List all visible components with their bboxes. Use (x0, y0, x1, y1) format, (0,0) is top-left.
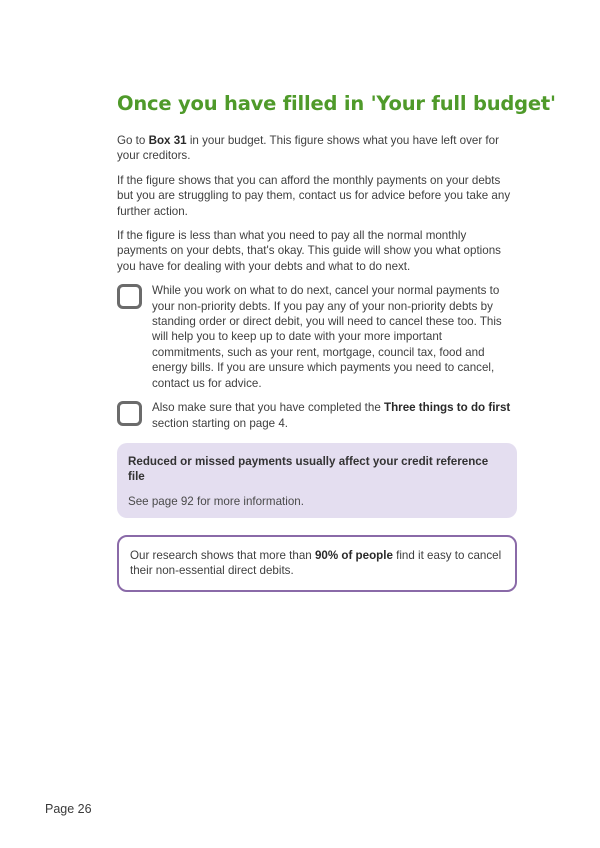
box-31-emphasis: Box 31 (148, 134, 187, 147)
paragraph-box-31 (117, 133, 517, 164)
info-box-text: See page 92 for more information. (128, 494, 304, 508)
checkbox-icon[interactable] (117, 401, 142, 426)
paragraph-text: Go to (117, 134, 149, 147)
page-title: Once you have filled in 'Your full budget' (117, 92, 556, 115)
fact-text: find it easy to cancel their non-essential direct debits. (130, 548, 502, 578)
checklist-text: section starting on page 4. (152, 416, 288, 430)
checklist-item-text (152, 283, 517, 391)
checklist-item-cancel-payments[interactable] (117, 283, 517, 391)
three-things-link-text: Three things to do first (384, 401, 511, 415)
checklist-text: Also make sure that you have completed the (152, 401, 385, 415)
credit-reference-info-box (117, 443, 517, 518)
paragraph-less-than: If the figure is less than what you need to pay all the normal monthly payments on your debts, that's okay. This guide will show you what options you have for dealing with your debts and what to do next. (117, 229, 501, 273)
paragraph-text: in your budget. This figure shows what you have left over for your creditors. (117, 134, 499, 163)
checklist-text: While you work on what to do next, cancel your normal payments to your non-priority debts. If you pay any of your non-priority debts by standing order or direct debit, you will need to cancel these too. This will help you to keep up to date with your more important commitments, such as your rent, mortgage, council tax, food and energy bills. If you are unsure which payments you need to cancel, contact us for advice. (152, 284, 502, 390)
checkbox-icon[interactable] (117, 284, 142, 309)
fact-box-text (130, 548, 503, 579)
info-box-heading: Reduced or missed payments usually affect your credit reference file (128, 454, 489, 483)
checklist-item-text (152, 400, 517, 431)
fact-text: Our research shows that more than (130, 548, 315, 562)
page-content (117, 92, 556, 592)
checklist-item-three-things[interactable] (117, 400, 517, 431)
paragraph-afford: If the figure shows that you can afford the monthly payments on your debts but you are struggling to pay them, contact us for advice before you take any further action. (117, 173, 511, 218)
fact-emphasis: 90% of people (314, 548, 393, 562)
research-fact-box (117, 535, 517, 592)
page-number: Page 26 (45, 802, 92, 816)
